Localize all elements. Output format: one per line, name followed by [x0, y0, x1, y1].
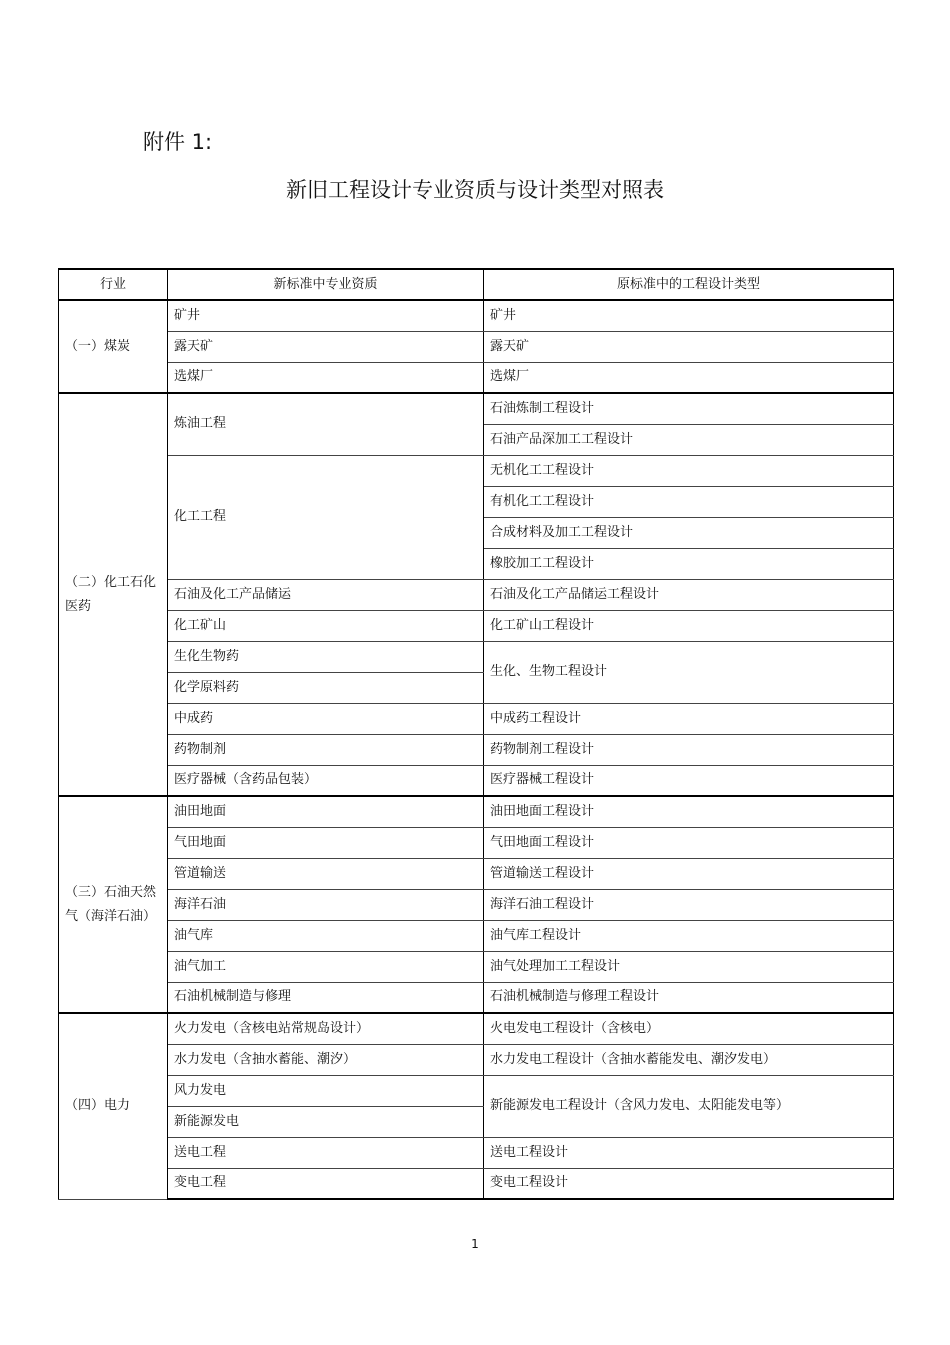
- qualification-cell: 新能源发电: [168, 1106, 484, 1137]
- table-row: [59, 1168, 894, 1199]
- table-row: [59, 455, 894, 486]
- table-row: [59, 796, 894, 827]
- qualification-cell: 露天矿: [168, 331, 484, 362]
- design-type-cell: 油田地面工程设计: [484, 796, 894, 827]
- qualification-cell: 气田地面: [168, 827, 484, 858]
- table-row: [59, 951, 894, 982]
- design-type-cell: 生化、生物工程设计: [484, 641, 894, 703]
- table-row: [59, 1137, 894, 1168]
- qualification-cell: 中成药: [168, 703, 484, 734]
- design-type-cell: 变电工程设计: [484, 1168, 894, 1199]
- table-row: [59, 982, 894, 1013]
- table-row: [59, 362, 894, 393]
- table-row: [59, 641, 894, 672]
- design-type-cell: 海洋石油工程设计: [484, 889, 894, 920]
- design-type-cell: 无机化工工程设计: [484, 455, 894, 486]
- design-type-cell: 医疗器械工程设计: [484, 765, 894, 796]
- qualification-cell: 石油及化工产品储运: [168, 579, 484, 610]
- design-type-cell: 石油炼制工程设计: [484, 393, 894, 424]
- table-row: [59, 703, 894, 734]
- comparison-table: [58, 268, 894, 1200]
- qualification-cell: 生化生物药: [168, 641, 484, 672]
- qualification-cell: 油气库: [168, 920, 484, 951]
- table-row: [59, 1075, 894, 1106]
- header-new-qualification: 新标准中专业资质: [168, 269, 484, 300]
- design-type-cell: 有机化工工程设计: [484, 486, 894, 517]
- table-header-row: [59, 269, 894, 300]
- design-type-cell: 合成材料及加工工程设计: [484, 517, 894, 548]
- design-type-cell: 送电工程设计: [484, 1137, 894, 1168]
- qualification-cell: 医疗器械（含药品包装）: [168, 765, 484, 796]
- qualification-cell: 药物制剂: [168, 734, 484, 765]
- table-row: [59, 827, 894, 858]
- table-row: [59, 734, 894, 765]
- attachment-label: 附件 1:: [143, 130, 213, 154]
- table-row: [59, 765, 894, 796]
- qualification-cell: 选煤厂: [168, 362, 484, 393]
- design-type-cell: 石油产品深加工工程设计: [484, 424, 894, 455]
- table-row: [59, 610, 894, 641]
- qualification-cell: 油气加工: [168, 951, 484, 982]
- table-row: [59, 393, 894, 424]
- qualification-cell: 化学原料药: [168, 672, 484, 703]
- qualification-cell: 水力发电（含抽水蓄能、潮汐）: [168, 1044, 484, 1075]
- table-row: [59, 579, 894, 610]
- qualification-cell: 化工矿山: [168, 610, 484, 641]
- design-type-cell: 石油及化工产品储运工程设计: [484, 579, 894, 610]
- industry-cell: （四）电力: [59, 1013, 168, 1199]
- page-number: 1: [471, 1237, 479, 1251]
- industry-cell: （三）石油天然气（海洋石油）: [59, 796, 168, 1013]
- design-type-cell: 气田地面工程设计: [484, 827, 894, 858]
- design-type-cell: 药物制剂工程设计: [484, 734, 894, 765]
- design-type-cell: 管道输送工程设计: [484, 858, 894, 889]
- design-type-cell: 油气库工程设计: [484, 920, 894, 951]
- qualification-cell: 海洋石油: [168, 889, 484, 920]
- design-type-cell: 中成药工程设计: [484, 703, 894, 734]
- table-row: [59, 858, 894, 889]
- design-type-cell: 油气处理加工工程设计: [484, 951, 894, 982]
- design-type-cell: 矿井: [484, 300, 894, 331]
- industry-cell: （一）煤炭: [59, 300, 168, 393]
- table-row: [59, 300, 894, 331]
- table-row: [59, 1013, 894, 1044]
- qualification-cell: 化工工程: [168, 455, 484, 579]
- header-industry: 行业: [59, 269, 168, 300]
- qualification-cell: 火力发电（含核电站常规岛设计）: [168, 1013, 484, 1044]
- qualification-cell: 炼油工程: [168, 393, 484, 455]
- qualification-cell: 石油机械制造与修理: [168, 982, 484, 1013]
- document-title: 新旧工程设计专业资质与设计类型对照表: [286, 178, 664, 202]
- header-old-design-type: 原标准中的工程设计类型: [484, 269, 894, 300]
- industry-cell: （二）化工石化医药: [59, 393, 168, 796]
- table-row: [59, 331, 894, 362]
- table-row: [59, 889, 894, 920]
- qualification-cell: 油田地面: [168, 796, 484, 827]
- design-type-cell: 橡胶加工工程设计: [484, 548, 894, 579]
- qualification-cell: 管道输送: [168, 858, 484, 889]
- qualification-cell: 变电工程: [168, 1168, 484, 1199]
- design-type-cell: 水力发电工程设计（含抽水蓄能发电、潮汐发电）: [484, 1044, 894, 1075]
- qualification-cell: 风力发电: [168, 1075, 484, 1106]
- design-type-cell: 化工矿山工程设计: [484, 610, 894, 641]
- qualification-cell: 矿井: [168, 300, 484, 331]
- qualification-cell: 送电工程: [168, 1137, 484, 1168]
- design-type-cell: 火电发电工程设计（含核电）: [484, 1013, 894, 1044]
- design-type-cell: 石油机械制造与修理工程设计: [484, 982, 894, 1013]
- design-type-cell: 新能源发电工程设计（含风力发电、太阳能发电等）: [484, 1075, 894, 1137]
- design-type-cell: 露天矿: [484, 331, 894, 362]
- table-row: [59, 920, 894, 951]
- design-type-cell: 选煤厂: [484, 362, 894, 393]
- table-row: [59, 1044, 894, 1075]
